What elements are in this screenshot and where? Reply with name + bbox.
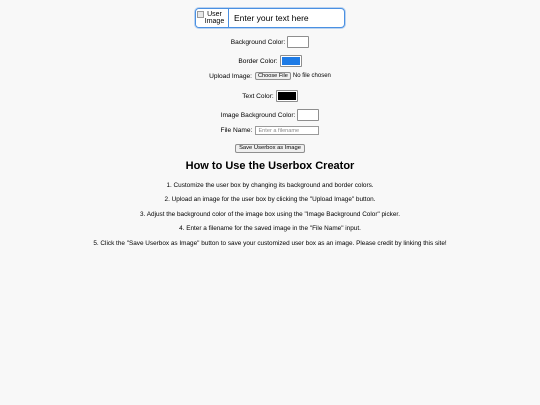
background-color-row bbox=[0, 36, 540, 48]
broken-image-icon bbox=[197, 11, 204, 18]
text-color-swatch bbox=[278, 92, 296, 100]
image-background-color-label: Image Background Color: bbox=[220, 111, 296, 119]
text-color-picker[interactable] bbox=[276, 90, 298, 102]
upload-image-row bbox=[0, 72, 540, 80]
instructions-list bbox=[0, 181, 540, 253]
file-name-row bbox=[0, 126, 540, 135]
file-status-text: No file chosen bbox=[292, 73, 331, 79]
choose-file-button[interactable]: Choose File bbox=[255, 72, 291, 80]
background-color-label: Background Color: bbox=[230, 38, 286, 46]
userbox-preview bbox=[195, 8, 345, 28]
border-color-label: Border Color: bbox=[238, 57, 278, 65]
save-userbox-button[interactable]: Save Userbox as Image bbox=[235, 144, 305, 153]
instruction-step: 1. Customize the user box by changing its background and border colors. bbox=[166, 182, 374, 189]
instruction-step: 4. Enter a filename for the saved image in the "File Name" input. bbox=[179, 225, 361, 233]
background-color-swatch bbox=[289, 38, 307, 46]
userbox-image-alt-text: User Image bbox=[204, 11, 225, 25]
image-background-color-swatch bbox=[299, 111, 317, 119]
border-color-picker[interactable] bbox=[280, 55, 302, 67]
userbox-image bbox=[196, 9, 229, 27]
border-color-swatch bbox=[282, 57, 300, 65]
text-color-row bbox=[0, 90, 540, 102]
instruction-step: 5. Click the "Save Userbox as Image" button to save your customized user box as an image. Please credit by linking this site! bbox=[93, 239, 447, 247]
background-color-picker[interactable] bbox=[287, 36, 309, 48]
instruction-step: 3. Adjust the background color of the image box using the "Image Background Color" picker. bbox=[140, 210, 400, 218]
instruction-step: 2. Upload an image for the user box by clicking the "Upload Image" button. bbox=[164, 196, 376, 204]
image-background-color-row bbox=[0, 109, 540, 121]
border-color-row bbox=[0, 55, 540, 67]
instructions-heading: How to Use the Userbox Creator bbox=[185, 160, 355, 172]
save-row bbox=[0, 144, 540, 153]
userbox-text[interactable]: Enter your text here bbox=[234, 13, 309, 23]
text-color-label: Text Color: bbox=[242, 92, 274, 100]
image-background-color-picker[interactable] bbox=[297, 109, 319, 121]
file-name-input[interactable]: Enter a filename bbox=[255, 126, 319, 135]
upload-image-label: Upload Image: bbox=[209, 72, 252, 80]
file-name-label: File Name: bbox=[220, 127, 253, 134]
